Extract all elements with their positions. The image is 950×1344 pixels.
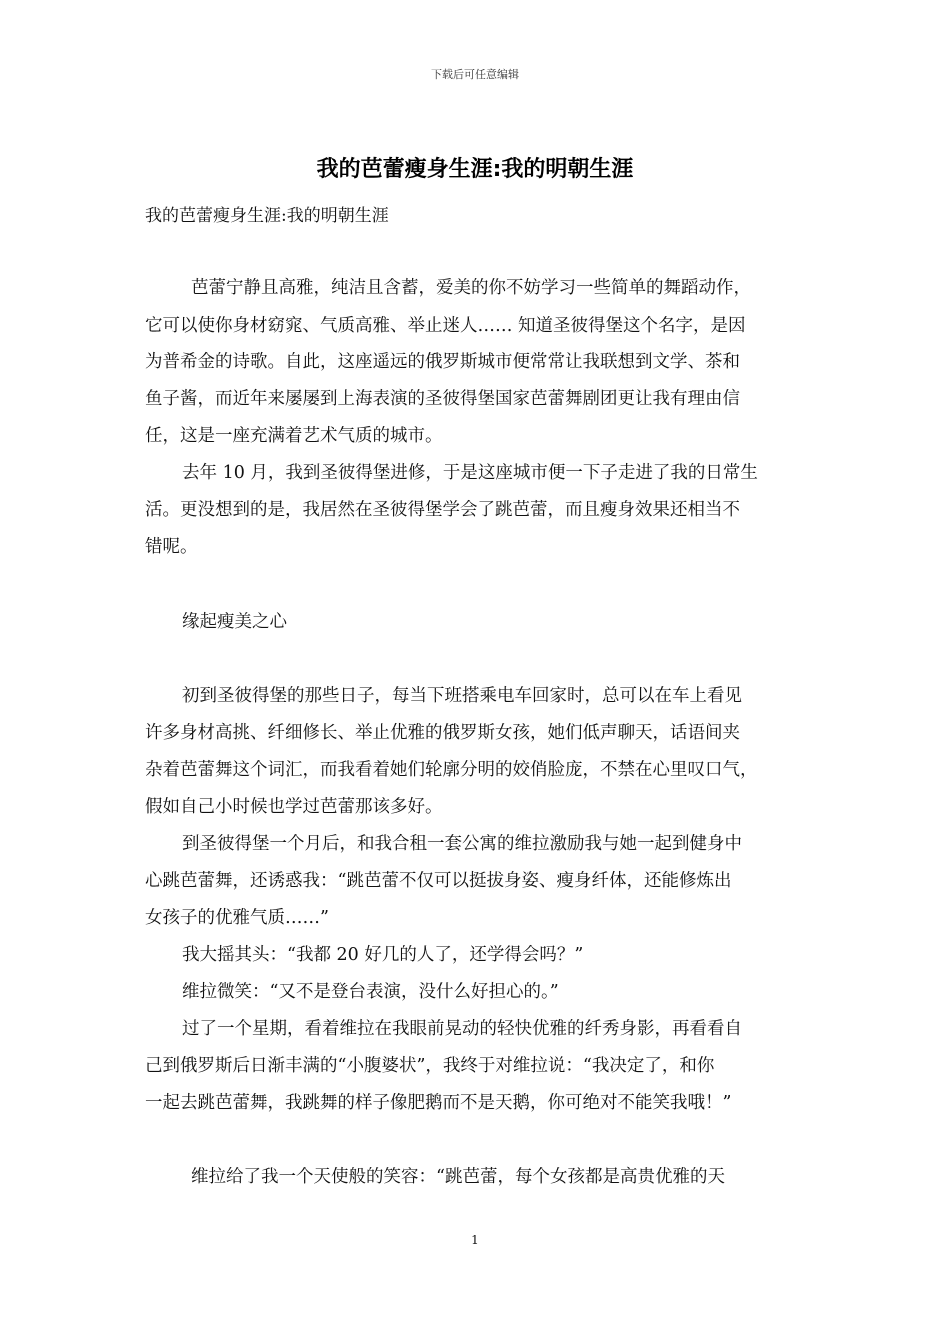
paragraph-line: 它可以使你身材窈窕、气质高雅、举止迷人…… 知道圣彼得堡这个名字，是因 bbox=[145, 316, 746, 336]
paragraph-line: 去年 10 月，我到圣彼得堡进修，于是这座城市便一下子走进了我的日常生 bbox=[182, 463, 758, 483]
paragraph-line: 活。更没想到的是，我居然在圣彼得堡学会了跳芭蕾，而且瘦身效果还相当不 bbox=[145, 500, 740, 520]
paragraph-line: 初到圣彼得堡的那些日子，每当下班搭乘电车回家时，总可以在车上看见 bbox=[182, 686, 742, 706]
paragraph-line: 许多身材高挑、纤细修长、举止优雅的俄罗斯女孩，她们低声聊天，话语间夹 bbox=[145, 723, 740, 743]
paragraph-line: 到圣彼得堡一个月后，和我合租一套公寓的维拉激励我与她一起到健身中 bbox=[182, 834, 742, 854]
paragraph-line: 己到俄罗斯后日渐丰满的“小腹婆状”，我终于对维拉说：“我决定了，和你 bbox=[145, 1056, 715, 1076]
paragraph-line: 芭蕾宁静且高雅，纯洁且含蓄，爱美的你不妨学习一些简单的舞蹈动作， bbox=[191, 278, 751, 298]
paragraph-line: 鱼子酱，而近年来屡屡到上海表演的圣彼得堡国家芭蕾舞剧团更让我有理由信 bbox=[145, 389, 740, 409]
paragraph-line: 心跳芭蕾舞，还诱惑我：“跳芭蕾不仅可以挺拔身姿、瘦身纤体，还能修炼出 bbox=[145, 871, 732, 891]
paragraph-line: 任，这是一座充满着艺术气质的城市。 bbox=[145, 426, 443, 446]
paragraph-line: 维拉微笑：“又不是登台表演，没什么好担心的。” bbox=[182, 982, 559, 1002]
paragraph-line: 我大摇其头：“我都 20 好几的人了，还学得会吗？” bbox=[182, 945, 584, 965]
page-number: 1 bbox=[471, 1233, 479, 1247]
document-subtitle: 我的芭蕾瘦身生涯:我的明朝生涯 bbox=[145, 206, 389, 226]
header-note: 下载后可任意编辑 bbox=[431, 68, 519, 81]
paragraph-line: 错呢。 bbox=[145, 537, 198, 557]
paragraph-line: 维拉给了我一个天使般的笑容：“跳芭蕾，每个女孩都是高贵优雅的天 bbox=[191, 1167, 725, 1187]
paragraph-line: 为普希金的诗歌。自此，这座遥远的俄罗斯城市便常常让我联想到文学、茶和 bbox=[145, 352, 740, 372]
paragraph-line: 假如自己小时候也学过芭蕾那该多好。 bbox=[145, 797, 443, 817]
paragraph-line: 一起去跳芭蕾舞，我跳舞的样子像肥鹅而不是天鹅，你可绝对不能笑我哦！” bbox=[145, 1093, 732, 1113]
section-heading: 缘起瘦美之心 bbox=[182, 612, 287, 632]
document-title: 我的芭蕾瘦身生涯:我的明朝生涯 bbox=[316, 157, 634, 182]
paragraph-line: 杂着芭蕾舞这个词汇，而我看着她们轮廓分明的姣俏脸庞，不禁在心里叹口气， bbox=[145, 760, 758, 780]
paragraph-line: 过了一个星期，看着维拉在我眼前晃动的轻快优雅的纤秀身影，再看看自 bbox=[182, 1019, 742, 1039]
paragraph-line: 女孩子的优雅气质……” bbox=[145, 908, 329, 928]
